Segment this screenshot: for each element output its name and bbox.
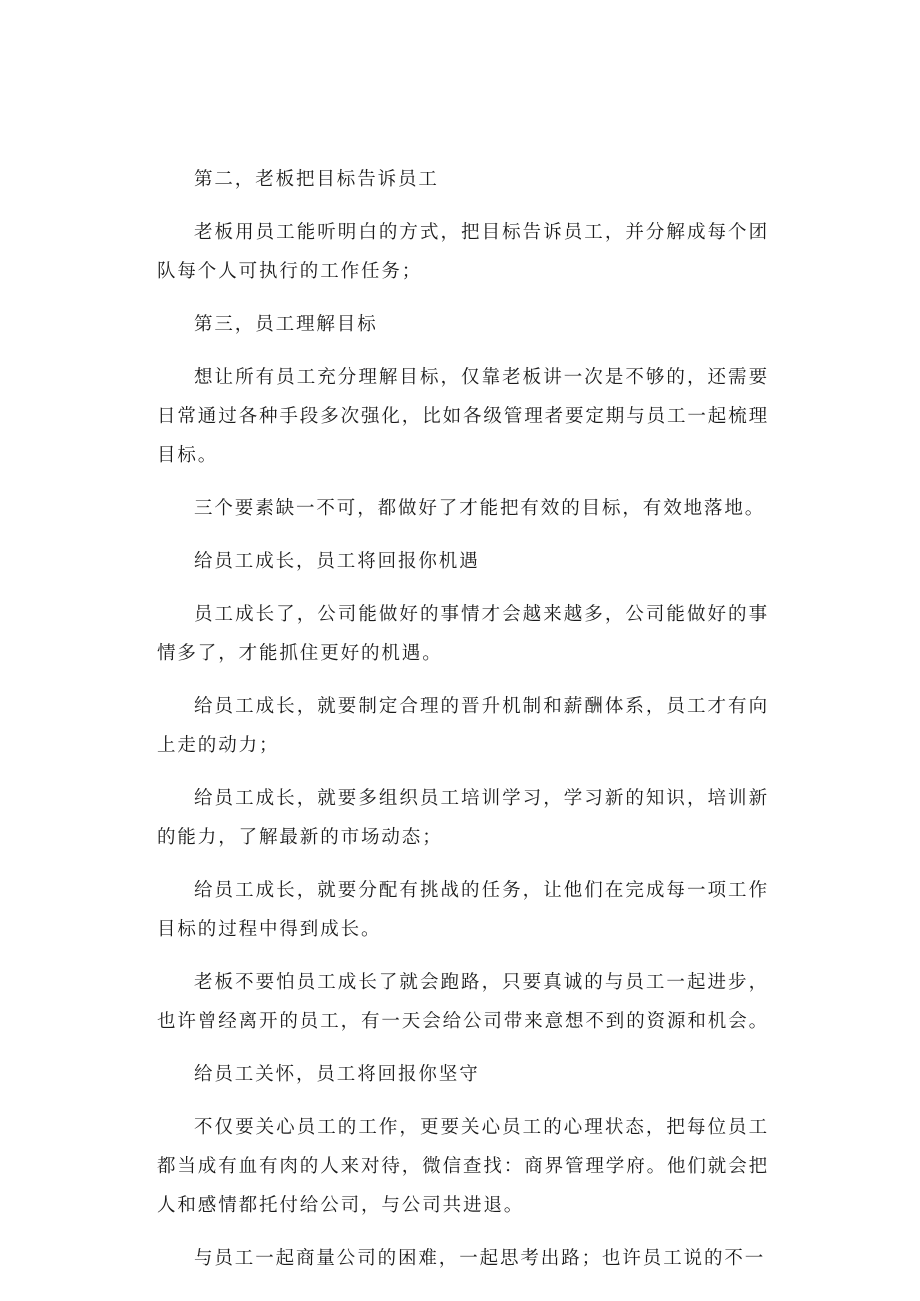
- section-heading: 第三，员工理解目标: [194, 314, 378, 335]
- body-paragraph: 给员工成长，就要多组织员工培训学习，学习新的知识，培训新的能力，了解最新的市场动态；: [157, 788, 769, 848]
- body-paragraph: 老板用员工能听明白的方式，把目标告诉员工，并分解成每个团队每个人可执行的工作任务；: [157, 222, 769, 282]
- body-paragraph: 员工成长了，公司能做好的事情才会越来越多，公司能做好的事情多了，才能抓住更好的机遇。: [157, 604, 769, 664]
- body-paragraph: 老板不要怕员工成长了就会跑路，只要真诚的与员工一起进步，也许曾经离开的员工，有一天会给公司带来意想不到的资源和机会。: [157, 972, 770, 1032]
- body-paragraph: 给员工成长，就要制定合理的晋升机制和薪酬体系，员工才有向上走的动力；: [157, 696, 769, 756]
- section-heading: 第二，老板把目标告诉员工: [194, 169, 439, 190]
- body-paragraph: 三个要素缺一不可，都做好了才能把有效的目标，有效地落地。: [194, 498, 766, 519]
- section-heading: 给员工关怀，员工将回报你坚守: [194, 1064, 480, 1085]
- document-body: [157, 160, 769, 1292]
- body-paragraph: 与员工一起商量公司的困难，一起思考出路；也许员工说的不一: [194, 1248, 766, 1269]
- body-paragraph: 不仅要关心员工的工作，更要关心员工的心理状态，把每位员工都当成有血有肉的人来对待，微信查找：商界管理学府。他们就会把人和感情都托付给公司，与公司共进退。: [157, 1117, 770, 1216]
- section-heading: 给员工成长，员工将回报你机遇: [194, 551, 480, 572]
- body-paragraph: 想让所有员工充分理解目标，仅靠老板讲一次是不够的，还需要日常通过各种手段多次强化，比如各级管理者要定期与员工一起梳理目标。: [157, 367, 770, 466]
- body-paragraph: 给员工成长，就要分配有挑战的任务，让他们在完成每一项工作目标的过程中得到成长。: [157, 880, 769, 940]
